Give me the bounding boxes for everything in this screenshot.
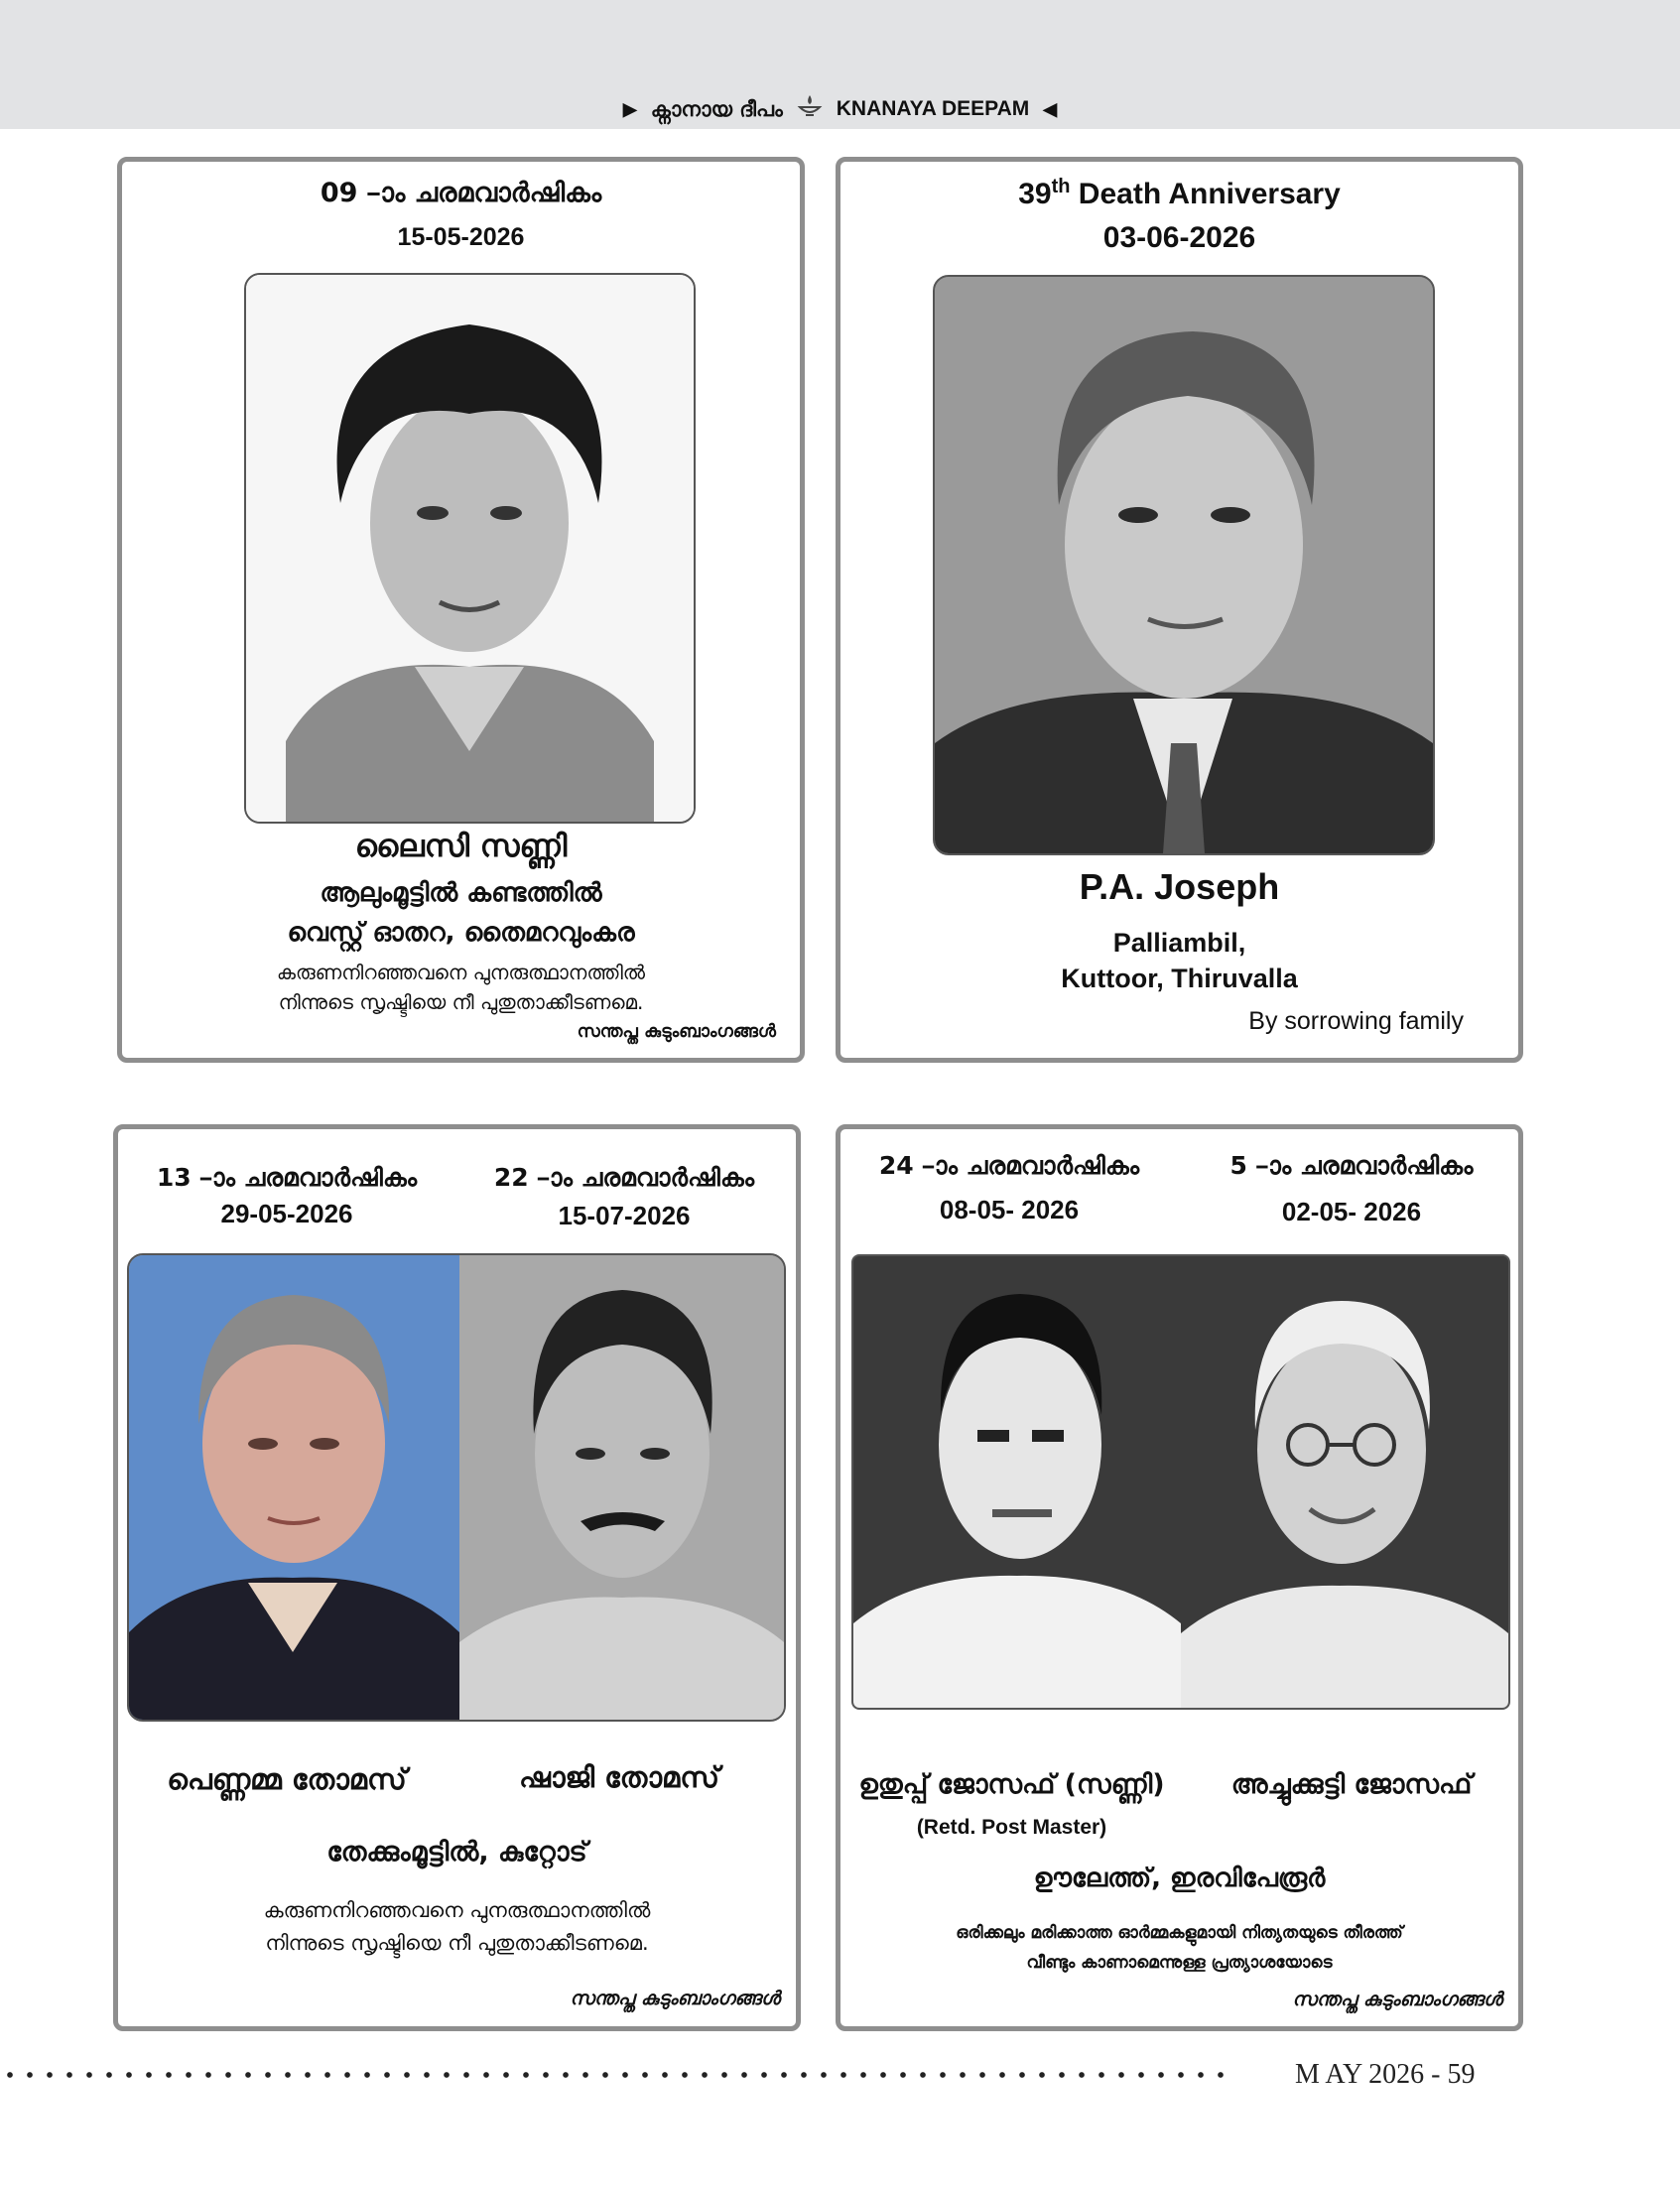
anniversary-label-right: 5 –ാം ചരമവാർഷികം (1229, 1151, 1474, 1180)
portrait-photo (244, 273, 696, 824)
prayer-line-1: കരുണനിറഞ്ഞവനെ പുനരുത്ഥാനത്തിൽ (263, 1898, 651, 1922)
memorial-date-right: 15-07-2026 (558, 1201, 691, 1230)
house-name: Palliambil, (1112, 928, 1246, 958)
memorial-date-left: 08-05- 2026 (939, 1195, 1080, 1224)
deceased-name: P.A. Joseph (1079, 866, 1280, 907)
deceased-name: ലൈസി സണ്ണി (354, 829, 568, 864)
prayer-line-2: വീണ്ടും കാണാമെന്നുള്ള പ്രത്യാശയോടെ (1026, 1953, 1333, 1973)
deceased-title-left: (Retd. Post Master) (916, 1816, 1107, 1839)
masthead-title-english: KNANAYA DEEPAM (836, 97, 1030, 120)
memorial-date: 03-06-2026 (1102, 221, 1256, 254)
page-number: M AY 2026 - 59 (1295, 2059, 1476, 2090)
footer-dotted-rule (0, 2069, 1230, 2081)
oil-lamp-icon (797, 93, 823, 125)
obituary-card-thomas-family (113, 1124, 801, 2031)
obituary-card-joseph-family (836, 1124, 1523, 2031)
deceased-name-left: ഉതുപ്പ് ജോസഫ് (സണ്ണി) (858, 1769, 1165, 1800)
house-name: തേക്കുംമൂട്ടിൽ, കുറ്റോട് (326, 1837, 587, 1867)
family-signature: സന്തപ്ത കുടുംബാംഗങ്ങൾ (577, 1021, 776, 1042)
deceased-name-left: പെണ്ണമ്മ തോമസ് (167, 1762, 407, 1796)
portrait-photo-pair (851, 1254, 1510, 1710)
place-name: വെസ്റ്റ് ഓതറ, തൈമറവുംകര (287, 918, 635, 948)
place-name: Kuttoor, Thiruvalla (1061, 964, 1298, 993)
anniversary-label-left: 24 –ാം ചരമവാർഷികം (878, 1151, 1140, 1180)
deceased-name-right: അച്ചുക്കുട്ടി ജോസഫ് (1230, 1769, 1473, 1800)
anniversary-label-left: 13 –ാം ചരമവാർഷികം (156, 1163, 418, 1192)
prayer-line-1: കരുണനിറഞ്ഞവനെ പുനരുത്ഥാനത്തിൽ (276, 961, 646, 984)
anniversary-label: 39th Death Anniversary (1018, 176, 1341, 210)
family-signature: സന്തപ്ത കുടുംബാംഗങ്ങൾ (570, 1988, 780, 2009)
family-signature: സന്തപ്ത കുടുംബാംഗങ്ങൾ (1292, 1989, 1502, 2010)
house-name: ഊലേത്ത്, ഇരവിപേരൂർ (1033, 1864, 1326, 1893)
family-signature: By sorrowing family (1248, 1007, 1464, 1035)
house-name: ആലുംമൂട്ടിൽ കണ്ടത്തിൽ (320, 878, 602, 908)
anniversary-label-right: 22 –ാം ചരമവാർഷികം (493, 1163, 755, 1192)
right-triangle-icon: ▶ (622, 98, 637, 119)
masthead (0, 91, 1680, 127)
masthead-title-malayalam: ക്നാനായ ദീപം (650, 96, 783, 121)
anniversary-label: 09 –ാം ചരമവാർഷികം (320, 178, 602, 208)
memorial-date-left: 29-05-2026 (220, 1199, 353, 1228)
prayer-line-1: ഒരിക്കലും മരിക്കാത്ത ഓർമ്മകളുമായി നിത്യതയുടെ തീരത്ത് (956, 1923, 1403, 1943)
memorial-date: 15-05-2026 (397, 223, 525, 251)
portrait-photo (933, 275, 1435, 855)
portrait-photo-pair (127, 1253, 786, 1722)
obituary-card-pa-joseph (836, 157, 1523, 1063)
memorial-date-right: 02-05- 2026 (1281, 1197, 1422, 1226)
obituary-card-laisy (117, 157, 805, 1063)
prayer-line-2: നിന്നുടെ സൃഷ്ടിയെ നീ പുതുതാക്കീടണമെ. (265, 1931, 649, 1955)
deceased-name-right: ഷാജി തോമസ് (519, 1760, 719, 1794)
prayer-line-2: നിന്നുടെ സൃഷ്ടിയെ നീ പുതുതാക്കീടണമെ. (278, 990, 644, 1014)
left-triangle-icon: ◀ (1043, 98, 1058, 119)
